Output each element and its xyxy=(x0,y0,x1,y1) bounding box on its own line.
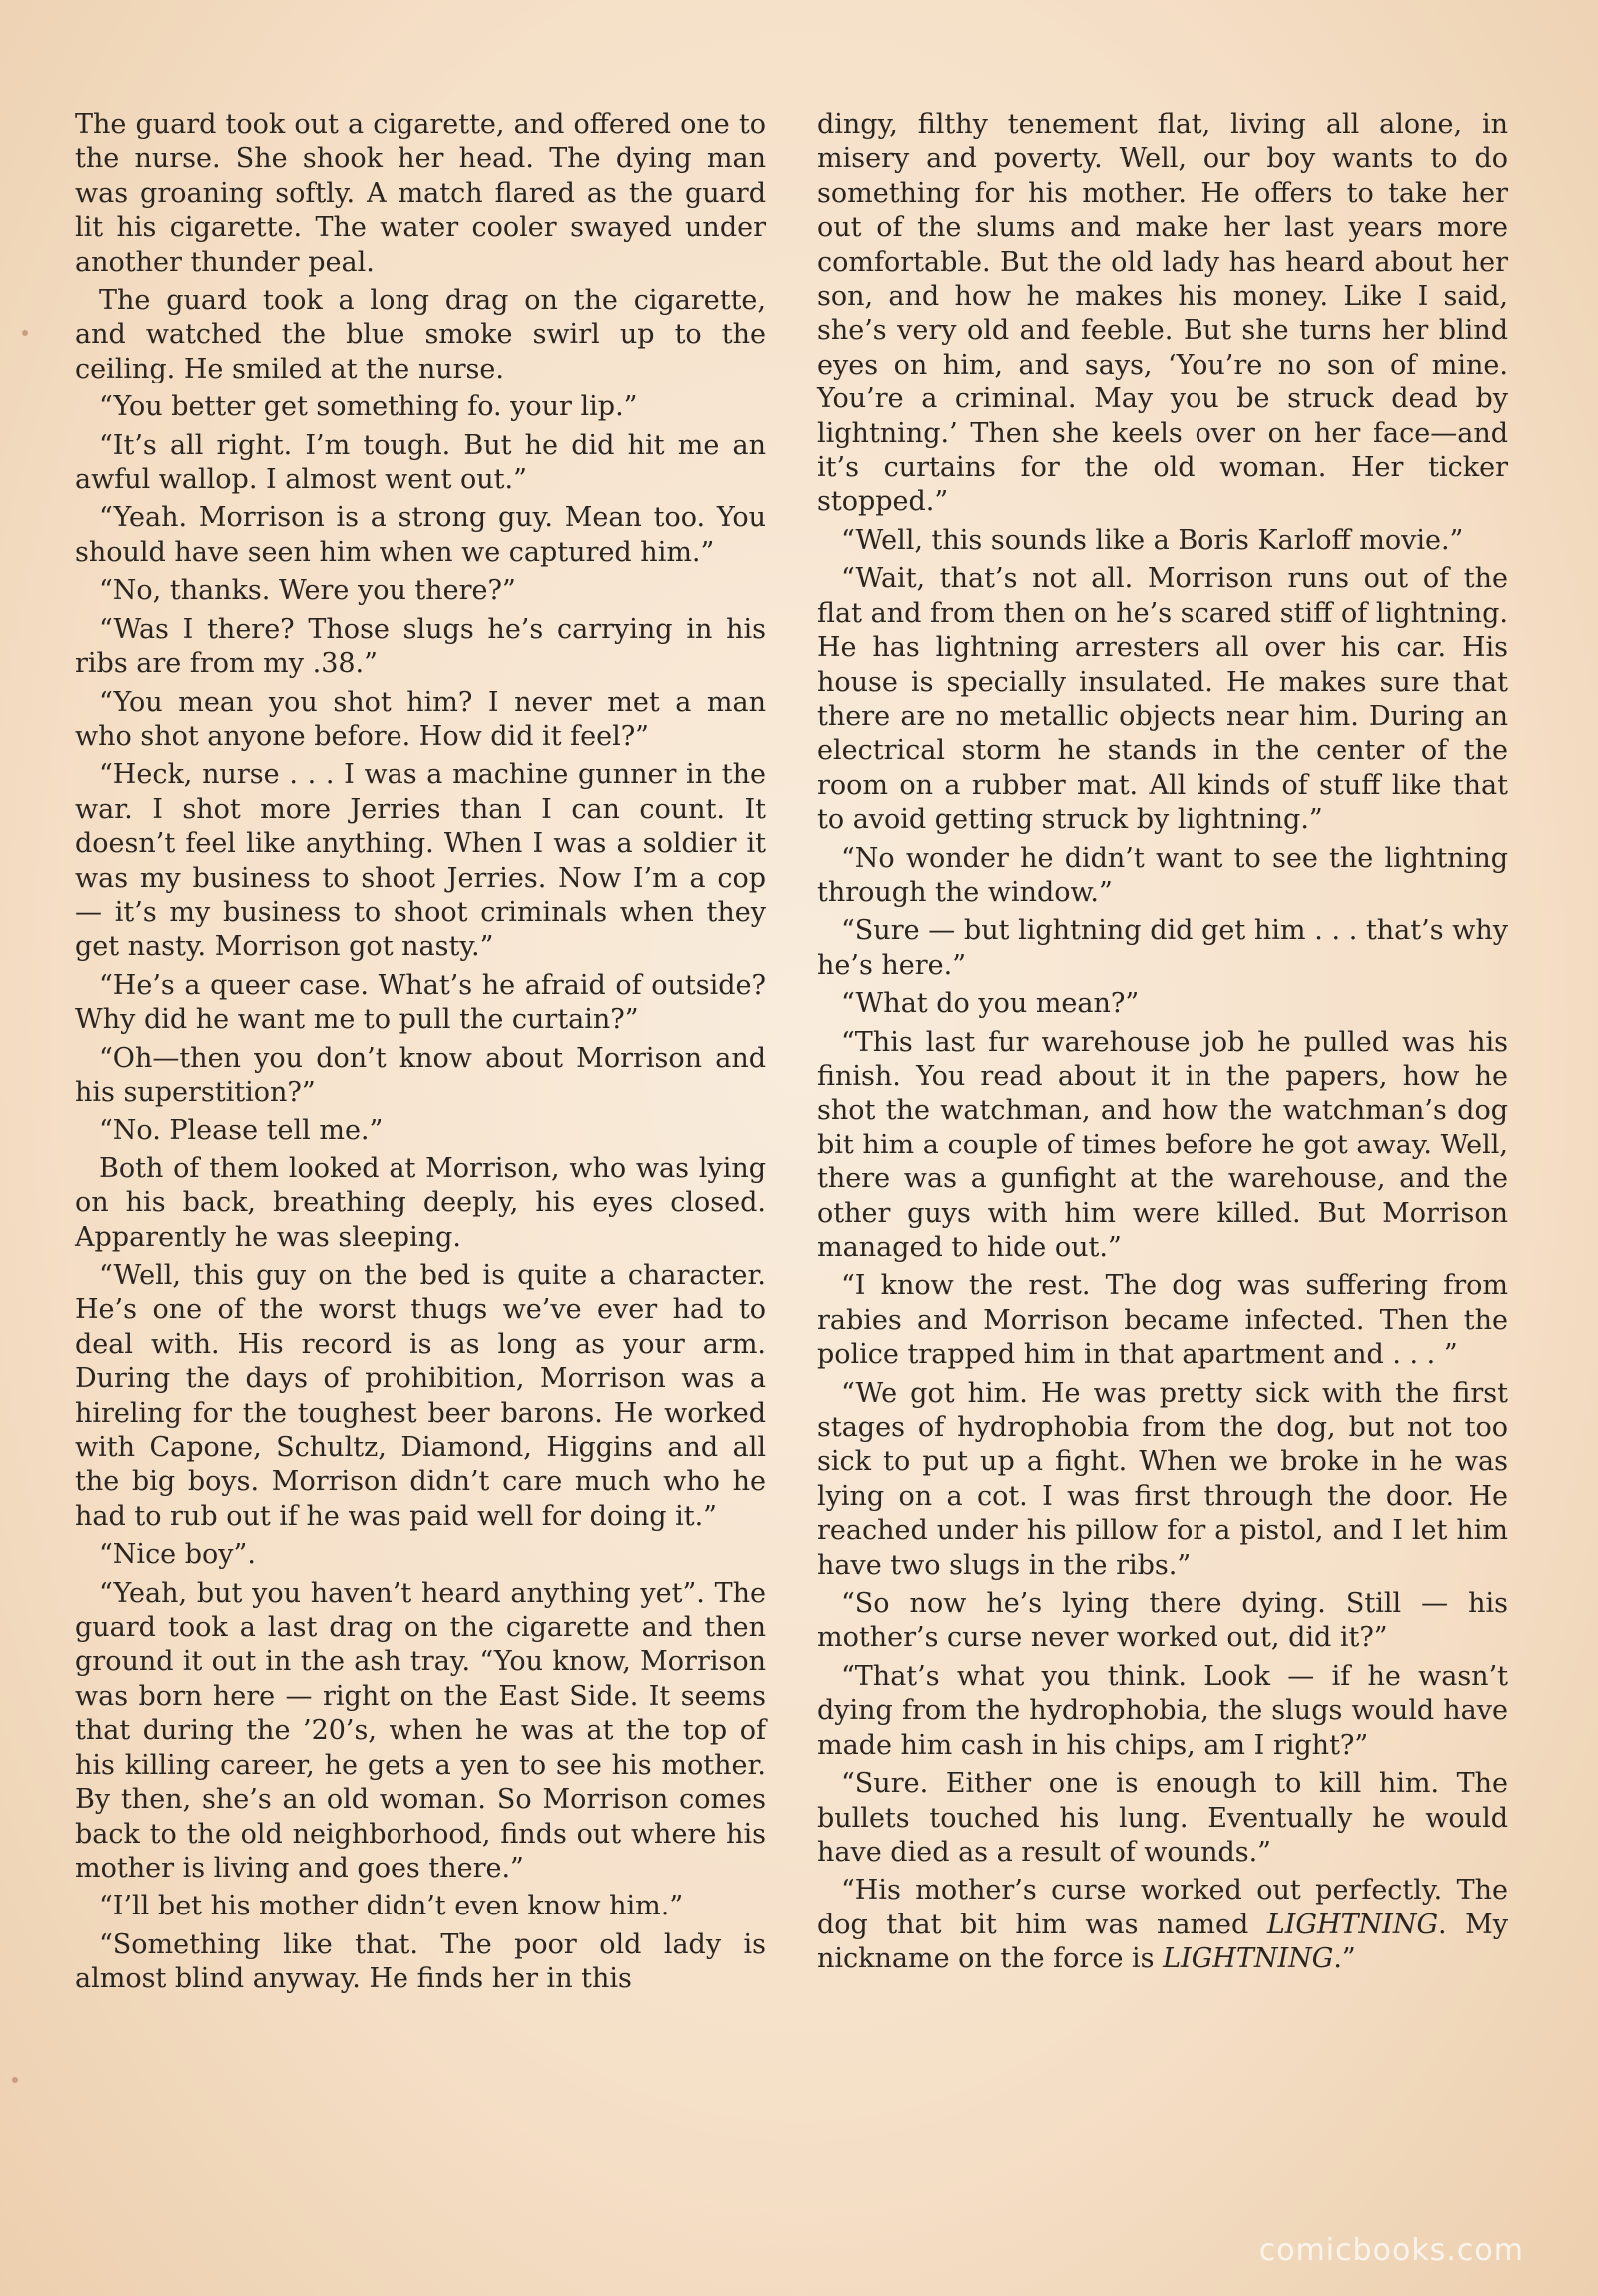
paragraph: “Wait, that’s not all. Morrison runs out of the flat and from then on he’s scared stiff of lightning. He has lightning arresters all over his car. His house is specially insulated. He makes sure that there are no metallic objects near him. During an electrical storm he stands in the center of the room on a rubber mat. All kinds of stuff like that to avoid getting struck by lightning.” xyxy=(817,563,1508,836)
paragraph: “Heck, nurse . . . I was a machine gunner in the war. I shot more Jerries than I can count. It doesn’t feel like anything. When I was a soldier it was my business to shoot Jerries. Now I’m a cop — it’s my business to shoot criminals when they get nasty. Morrison got nasty.” xyxy=(75,759,766,963)
left-text-column xyxy=(75,108,766,2001)
paragraph-text: “His mother’s curse worked out perfectly. The dog that bit him was named xyxy=(817,1875,1508,1940)
right-text-column xyxy=(817,108,1508,1981)
paragraph: “Something like that. The poor old lady is almost blind anyway. He finds her in this xyxy=(75,1928,766,1995)
paragraph: “We got him. He was pretty sick with the first stages of hydrophobia from the dog, but not too sick to put up a fight. When we broke in he was lying on a cot. I was first through the door. He reached under his pillow for a pistol, and I let him have two slugs in the ribs.” xyxy=(817,1377,1508,1581)
paragraph: “Well, this sounds like a Boris Karloff movie.” xyxy=(841,524,1464,556)
closing-quote: .” xyxy=(1333,1943,1356,1975)
paragraph: “So now he’s lying there dying. Still — his mother’s curse never worked out, did it?” xyxy=(817,1588,1508,1654)
paragraph: “That’s what you think. Look — if he wasn’t dying from the hydrophobia, the slugs would have made him cash in his chips, am I right?” xyxy=(817,1660,1508,1761)
paragraph: “You better get something fo. your lip.” xyxy=(99,391,638,423)
paragraph: “You mean you shot him? I never met a man who shot anyone before. How did it feel?” xyxy=(75,686,766,752)
watermark: comicbooks.com xyxy=(1258,2233,1524,2268)
paragraph: “I know the rest. The dog was suffering from rabies and Morrison became infected. Then the police trapped him in that apartment and . . . ” xyxy=(817,1270,1508,1371)
paragraph: “It’s all right. I’m tough. But he did hit me an awful wallop. I almost went out.” xyxy=(75,429,766,496)
paragraph: “Nice boy”. xyxy=(99,1539,256,1571)
paragraph: “He’s a queer case. What’s he afraid of outside? Why did he want me to pull the curtain?” xyxy=(75,969,766,1036)
paragraph: “What do you mean?” xyxy=(841,988,1140,1020)
paper-speck xyxy=(22,330,28,336)
paragraph: Both of them looked at Morrison, who was lying on his back, breathing deeply, his eyes closed. Apparently he was sleeping. xyxy=(75,1152,766,1253)
paragraph: “Well, this guy on the bed is quite a character. He’s one of the worst thugs we’ve ever had to deal with. His record is as long as your arm. During the days of prohibition, Morrison was a hireling for the toughest beer barons. He worked with Capone, Schultz, Diamond, Higgins and all the big boys. Morrison didn’t care much who he had to rub out if he was paid well for doing it.” xyxy=(75,1260,766,1532)
paragraph: “Sure. Either one is enough to kill him. The bullets touched his lung. Eventually he would have died as a result of wounds.” xyxy=(817,1768,1508,1868)
paragraph: “Sure — but lightning did get him . . . that’s why he’s here.” xyxy=(817,915,1508,981)
paragraph: “No wonder he didn’t want to see the lightning through the window.” xyxy=(817,842,1508,908)
paragraph: “Was I there? Those slugs he’s carrying in his ribs are from my .38.” xyxy=(75,613,766,680)
lightning-nickname: LIGHTNING xyxy=(1163,1943,1334,1975)
paragraph: “Yeah, but you haven’t heard anything yet”. The guard took a last drag on the cigarette and then ground it out in the ash tray. “You know, Morrison was born here — right on the East Side. It seems that during the ’20’s, when he was at the top of his killing career, he gets a yen to see his mother. By then, she’s an old woman. So Morrison comes back to the old neighborhood, finds out where his mother is living and goes there.” xyxy=(75,1577,766,1884)
paragraph: “I’ll bet his mother didn’t even know him.” xyxy=(99,1891,684,1922)
paragraph: “Yeah. Morrison is a strong guy. Mean too. You should have seen him when we captured him.” xyxy=(75,502,766,568)
paragraph-text: . My nickname on the force is xyxy=(817,1909,1508,1975)
paragraph: “No. Please tell me.” xyxy=(99,1115,384,1147)
paragraph: The guard took a long drag on the cigarette, and watched the blue smoke swirl up to the ceiling. He smiled at the nurse. xyxy=(75,285,766,384)
final-paragraph xyxy=(817,1874,1508,1976)
paragraph: dingy, filthy tenement flat, living all alone, in misery and poverty. Well, our boy wants to do something for his mother. He offers to take her out of the slums and make her last years more comfortable. But the old lady has heard about her son, and how he makes his money. Like I said, she’s very old and feeble. But she turns her blind eyes on him, and says, ‘You’re no son of mine. You’re a criminal. May you be struck dead by lightning.’ Then she keels over on her face—and it’s curtains for the old woman. Her ticker stopped.” xyxy=(817,109,1508,518)
paper-speck xyxy=(12,2077,18,2083)
paragraph: The guard took out a cigarette, and offered one to the nurse. She shook her head. The dying man was groaning softly. A match flared as the guard lit his cigarette. The water cooler swayed under another thunder peal. xyxy=(75,109,766,278)
paragraph: “Oh—then you don’t know about Morrison and his superstition?” xyxy=(75,1042,766,1108)
paragraph: “No, thanks. Were you there?” xyxy=(99,575,516,607)
paragraph: “This last fur warehouse job he pulled was his finish. You read about it in the papers, how he shot the watchman, and how the watchman’s dog bit him a couple of times before he got away. Well, there was a gunfight at the warehouse, and the other guys with him were killed. But Morrison managed to hide out.” xyxy=(817,1026,1508,1263)
lightning-name: LIGHTNING xyxy=(1266,1909,1439,1940)
